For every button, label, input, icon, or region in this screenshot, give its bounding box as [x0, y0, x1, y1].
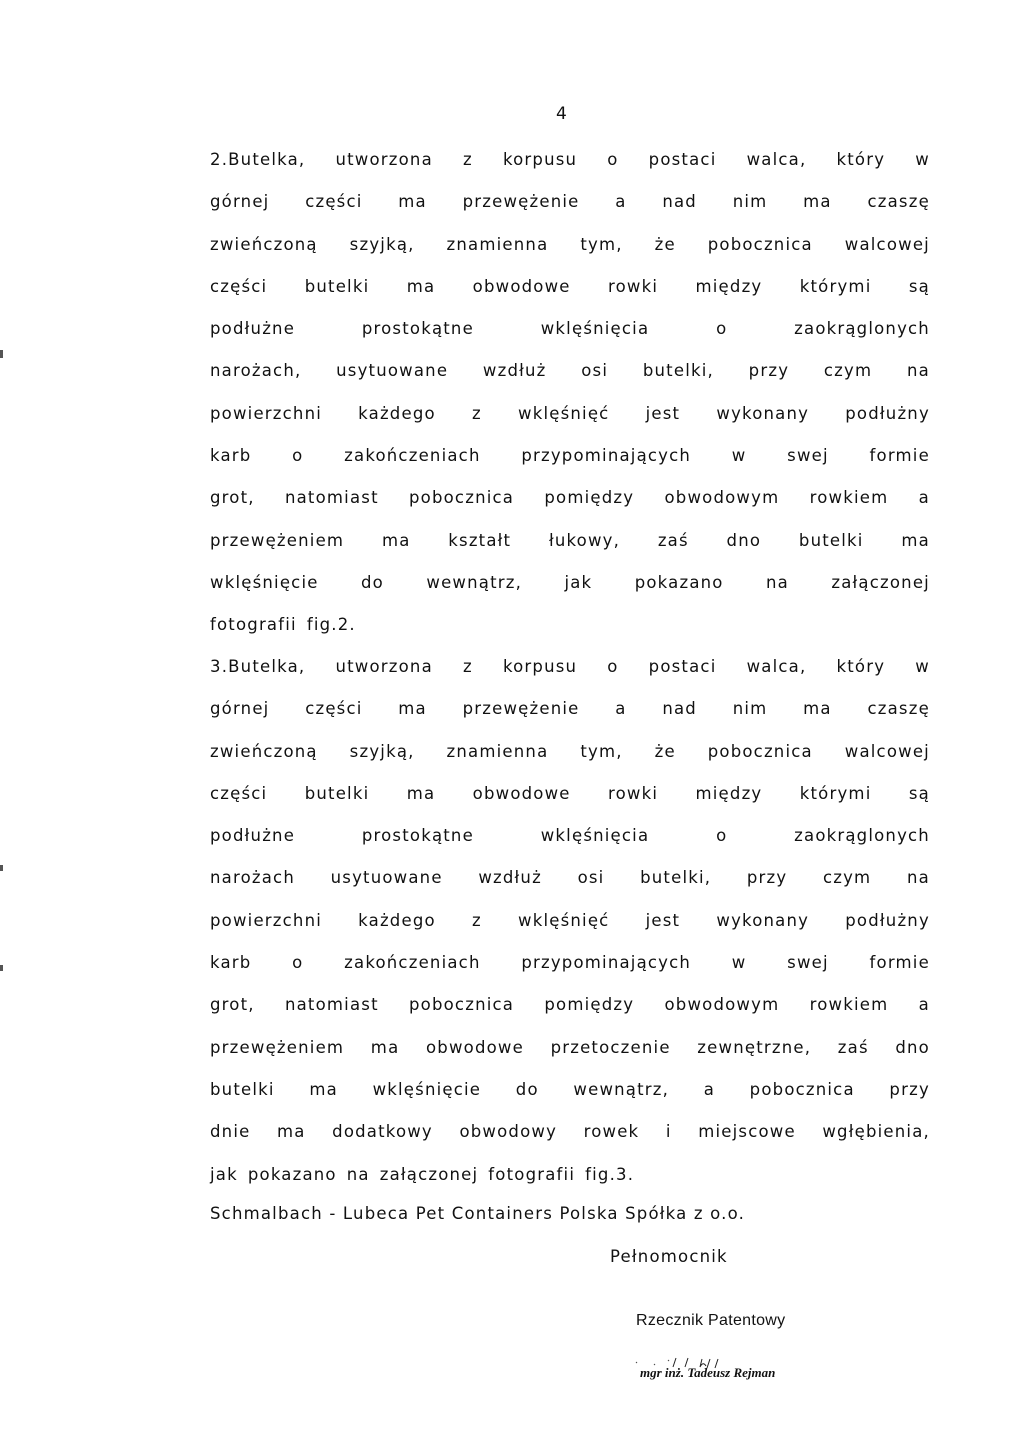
- word: wgłębienia,: [822, 1122, 930, 1142]
- word: w: [731, 446, 747, 466]
- word: i: [665, 1122, 672, 1142]
- word: tym,: [580, 741, 623, 761]
- word: wykonany: [716, 910, 810, 930]
- word: łukowy,: [548, 530, 621, 550]
- word: na: [906, 868, 930, 888]
- word: rowki: [607, 783, 659, 803]
- word: przy: [746, 868, 788, 888]
- text-line: [210, 1161, 930, 1203]
- word: podłużne: [210, 826, 296, 846]
- word: dodatkowy: [332, 1122, 433, 1142]
- word: butelki,: [642, 361, 714, 381]
- word: ma: [277, 1122, 306, 1142]
- word: 2.Butelka,: [210, 150, 306, 169]
- word: zakończeniach: [344, 953, 481, 973]
- word: rowki: [607, 276, 659, 296]
- word: korpusu: [502, 150, 578, 169]
- text-line: [210, 695, 930, 737]
- word: jak: [210, 1164, 238, 1184]
- word: kształt: [448, 530, 512, 550]
- word: pomiędzy: [544, 995, 635, 1015]
- word: walca,: [746, 150, 807, 169]
- word: narożach,: [210, 361, 302, 381]
- word: grot,: [210, 488, 255, 508]
- word: zakończeniach: [344, 446, 481, 466]
- word: o: [292, 446, 304, 466]
- text-line: [210, 357, 930, 399]
- text-line: [210, 484, 930, 526]
- word: z: [471, 403, 482, 423]
- word: z: [462, 150, 473, 169]
- word: obwodowe: [472, 783, 571, 803]
- word: pokazano: [247, 1164, 337, 1184]
- word: osi: [577, 868, 605, 888]
- word: jak: [564, 572, 593, 592]
- text-line: [210, 273, 930, 315]
- word: swej: [787, 446, 829, 466]
- word: przy: [889, 1079, 930, 1099]
- attorney-label: Pełnomocnik: [610, 1247, 728, 1266]
- word: a: [615, 192, 627, 212]
- word: wklęśnięcia: [540, 319, 650, 339]
- word: czaszę: [867, 192, 930, 212]
- text-line: [210, 991, 930, 1033]
- word: dno: [726, 530, 762, 550]
- word: prostokątne: [361, 826, 474, 846]
- claim-2: [210, 146, 930, 654]
- word: a: [918, 995, 930, 1015]
- word: obwodowy: [459, 1122, 558, 1142]
- word: wykonany: [716, 403, 810, 423]
- scan-edge-mark: [0, 350, 3, 358]
- word: korpusu: [502, 657, 578, 676]
- word: butelki,: [640, 868, 712, 888]
- word: formie: [869, 953, 930, 973]
- word: przewężeniem: [210, 530, 345, 550]
- word: rowkiem: [809, 995, 889, 1015]
- word: w: [915, 150, 930, 169]
- word: znamienna: [446, 741, 549, 761]
- word: na: [766, 572, 789, 592]
- word: pobocznica: [707, 741, 813, 761]
- word: przewężenie: [462, 699, 580, 719]
- word: rowek: [583, 1122, 640, 1142]
- word: którymi: [799, 276, 872, 296]
- text-line: [210, 442, 930, 484]
- text-line: [210, 1076, 930, 1118]
- word: każdego: [358, 910, 436, 930]
- word: na: [346, 1164, 370, 1184]
- text-line: [210, 738, 930, 780]
- word: wewnątrz,: [573, 1079, 670, 1099]
- word: wklęśnięć: [518, 403, 610, 423]
- word: pobocznica: [409, 488, 515, 508]
- word: między: [695, 276, 763, 296]
- word: ma: [901, 530, 930, 550]
- word: ma: [406, 783, 436, 803]
- text-line: [210, 231, 930, 273]
- word: znamienna: [446, 234, 549, 254]
- word: z: [462, 657, 473, 676]
- word: wzdłuż: [482, 361, 547, 381]
- word: nim: [732, 699, 768, 719]
- word: fotografii: [488, 1164, 576, 1184]
- word: o: [716, 826, 728, 846]
- word: grot,: [210, 995, 255, 1015]
- word: a: [615, 699, 627, 719]
- word: obwodowym: [664, 488, 780, 508]
- word: dnie: [210, 1122, 251, 1142]
- word: ma: [398, 192, 427, 212]
- word: którymi: [799, 783, 872, 803]
- word: powierzchni: [210, 403, 323, 423]
- word: pokazano: [634, 572, 724, 592]
- word: zaś: [837, 1037, 869, 1057]
- word: załączonej: [379, 1164, 479, 1184]
- word: czaszę: [867, 699, 930, 719]
- word: fig.2.: [306, 615, 356, 635]
- text-line: [210, 611, 930, 653]
- word: z: [471, 910, 482, 930]
- text-line: [210, 780, 930, 822]
- word: między: [695, 783, 763, 803]
- text-line: [210, 146, 930, 188]
- word: nad: [662, 699, 697, 719]
- word: a: [703, 1079, 716, 1099]
- word: przy: [748, 361, 790, 381]
- company-name: Schmalbach - Lubeca Pet Containers Polska Spółka z o.o.: [210, 1204, 746, 1223]
- stamp-title: Rzecznik Patentowy: [636, 1312, 786, 1329]
- word: wzdłuż: [478, 868, 542, 888]
- word: jest: [645, 910, 681, 930]
- word: ma: [381, 530, 411, 550]
- word: czym: [823, 361, 873, 381]
- text-line: [210, 864, 930, 906]
- word: szyjką,: [349, 741, 415, 761]
- word: wklęśnięcie: [372, 1079, 482, 1099]
- word: tym,: [580, 234, 623, 254]
- word: karb: [210, 446, 252, 466]
- word: w: [731, 953, 747, 973]
- word: powierzchni: [210, 910, 323, 930]
- word: obwodowym: [664, 995, 780, 1015]
- word: usytuowane: [336, 361, 449, 381]
- text-line: [210, 822, 930, 864]
- word: zwieńczoną: [210, 741, 318, 761]
- scan-edge-mark: [0, 965, 3, 971]
- word: utworzona: [335, 657, 433, 676]
- text-line: [210, 653, 930, 695]
- word: narożach: [210, 868, 295, 888]
- word: pobocznica: [707, 234, 813, 254]
- word: ma: [803, 699, 832, 719]
- word: każdego: [358, 403, 436, 423]
- word: zwieńczoną: [210, 234, 318, 254]
- page-number: 4: [556, 104, 568, 124]
- word: szyjką,: [349, 234, 415, 254]
- word: zewnętrzne,: [697, 1037, 812, 1057]
- text-line: [210, 907, 930, 949]
- word: postaci: [648, 657, 717, 676]
- word: walca,: [746, 657, 807, 676]
- text-line: [210, 315, 930, 357]
- word: podłużny: [845, 910, 930, 930]
- word: fig.3.: [585, 1164, 635, 1184]
- word: który: [836, 657, 886, 676]
- word: pobocznica: [409, 995, 515, 1015]
- word: o: [292, 953, 304, 973]
- word: 3.Butelka,: [210, 657, 306, 676]
- word: walcowej: [844, 741, 930, 761]
- word: ma: [370, 1037, 400, 1057]
- word: wewnątrz,: [426, 572, 523, 592]
- word: dno: [895, 1037, 930, 1057]
- word: przetoczenie: [550, 1037, 671, 1057]
- word: pobocznica: [749, 1079, 855, 1099]
- word: natomiast: [284, 995, 379, 1015]
- word: ma: [406, 276, 436, 296]
- word: o: [607, 150, 619, 169]
- text-line: [210, 1118, 930, 1160]
- word: ma: [309, 1079, 338, 1099]
- text-line: [210, 569, 930, 611]
- scan-edge-mark: [0, 865, 3, 871]
- word: rowkiem: [809, 488, 889, 508]
- word: części: [210, 783, 268, 803]
- word: usytuowane: [330, 868, 443, 888]
- word: części: [305, 699, 363, 719]
- word: w: [915, 657, 930, 676]
- word: zaokrąglonych: [794, 319, 930, 339]
- word: prostokątne: [361, 319, 474, 339]
- word: obwodowe: [472, 276, 571, 296]
- word: natomiast: [284, 488, 379, 508]
- word: podłużny: [845, 403, 930, 423]
- word: na: [906, 361, 930, 381]
- word: części: [305, 192, 363, 212]
- word: miejscowe: [698, 1122, 796, 1142]
- word: a: [918, 488, 930, 508]
- word: załączonej: [831, 572, 930, 592]
- word: walcowej: [844, 234, 930, 254]
- word: butelki: [304, 276, 370, 296]
- word: osi: [581, 361, 609, 381]
- claim-3: [210, 653, 930, 1203]
- word: przewężeniem: [210, 1037, 345, 1057]
- word: postaci: [648, 150, 717, 169]
- word: o: [716, 319, 728, 339]
- word: nad: [662, 192, 697, 212]
- attorney-stamp: [636, 1312, 856, 1402]
- word: karb: [210, 953, 252, 973]
- word: zaokrąglonych: [794, 826, 930, 846]
- word: który: [836, 150, 886, 169]
- word: nim: [732, 192, 768, 212]
- word: górnej: [210, 192, 270, 212]
- text-line: [210, 188, 930, 230]
- word: ma: [803, 192, 832, 212]
- stamp-name: mgr inż. Tadeusz Rejman: [640, 1365, 776, 1380]
- word: ma: [398, 699, 427, 719]
- word: przypominających: [521, 953, 692, 973]
- word: butelki: [304, 783, 370, 803]
- word: do: [361, 572, 384, 592]
- word: formie: [869, 446, 930, 466]
- word: butelki: [210, 1079, 275, 1099]
- word: zaś: [657, 530, 689, 550]
- text-line: [210, 400, 930, 442]
- word: przewężenie: [462, 192, 580, 212]
- word: że: [654, 741, 676, 761]
- word: czym: [822, 868, 872, 888]
- word: wklęśnięcie: [210, 572, 319, 592]
- word: są: [908, 276, 930, 296]
- word: swej: [787, 953, 829, 973]
- word: obwodowe: [425, 1037, 524, 1057]
- word: pomiędzy: [544, 488, 635, 508]
- word: o: [607, 657, 619, 676]
- word: utworzona: [335, 150, 433, 169]
- word: butelki: [798, 530, 864, 550]
- text-line: [210, 527, 930, 569]
- word: fotografii: [210, 615, 297, 635]
- word: części: [210, 276, 268, 296]
- word: podłużne: [210, 319, 296, 339]
- text-line: [210, 1034, 930, 1076]
- text-line: [210, 949, 930, 991]
- word: przypominających: [521, 446, 692, 466]
- word: wklęśnięć: [518, 910, 610, 930]
- word: wklęśnięcia: [540, 826, 650, 846]
- word: że: [654, 234, 676, 254]
- word: do: [515, 1079, 539, 1099]
- word: górnej: [210, 699, 270, 719]
- word: są: [908, 783, 930, 803]
- word: jest: [645, 403, 681, 423]
